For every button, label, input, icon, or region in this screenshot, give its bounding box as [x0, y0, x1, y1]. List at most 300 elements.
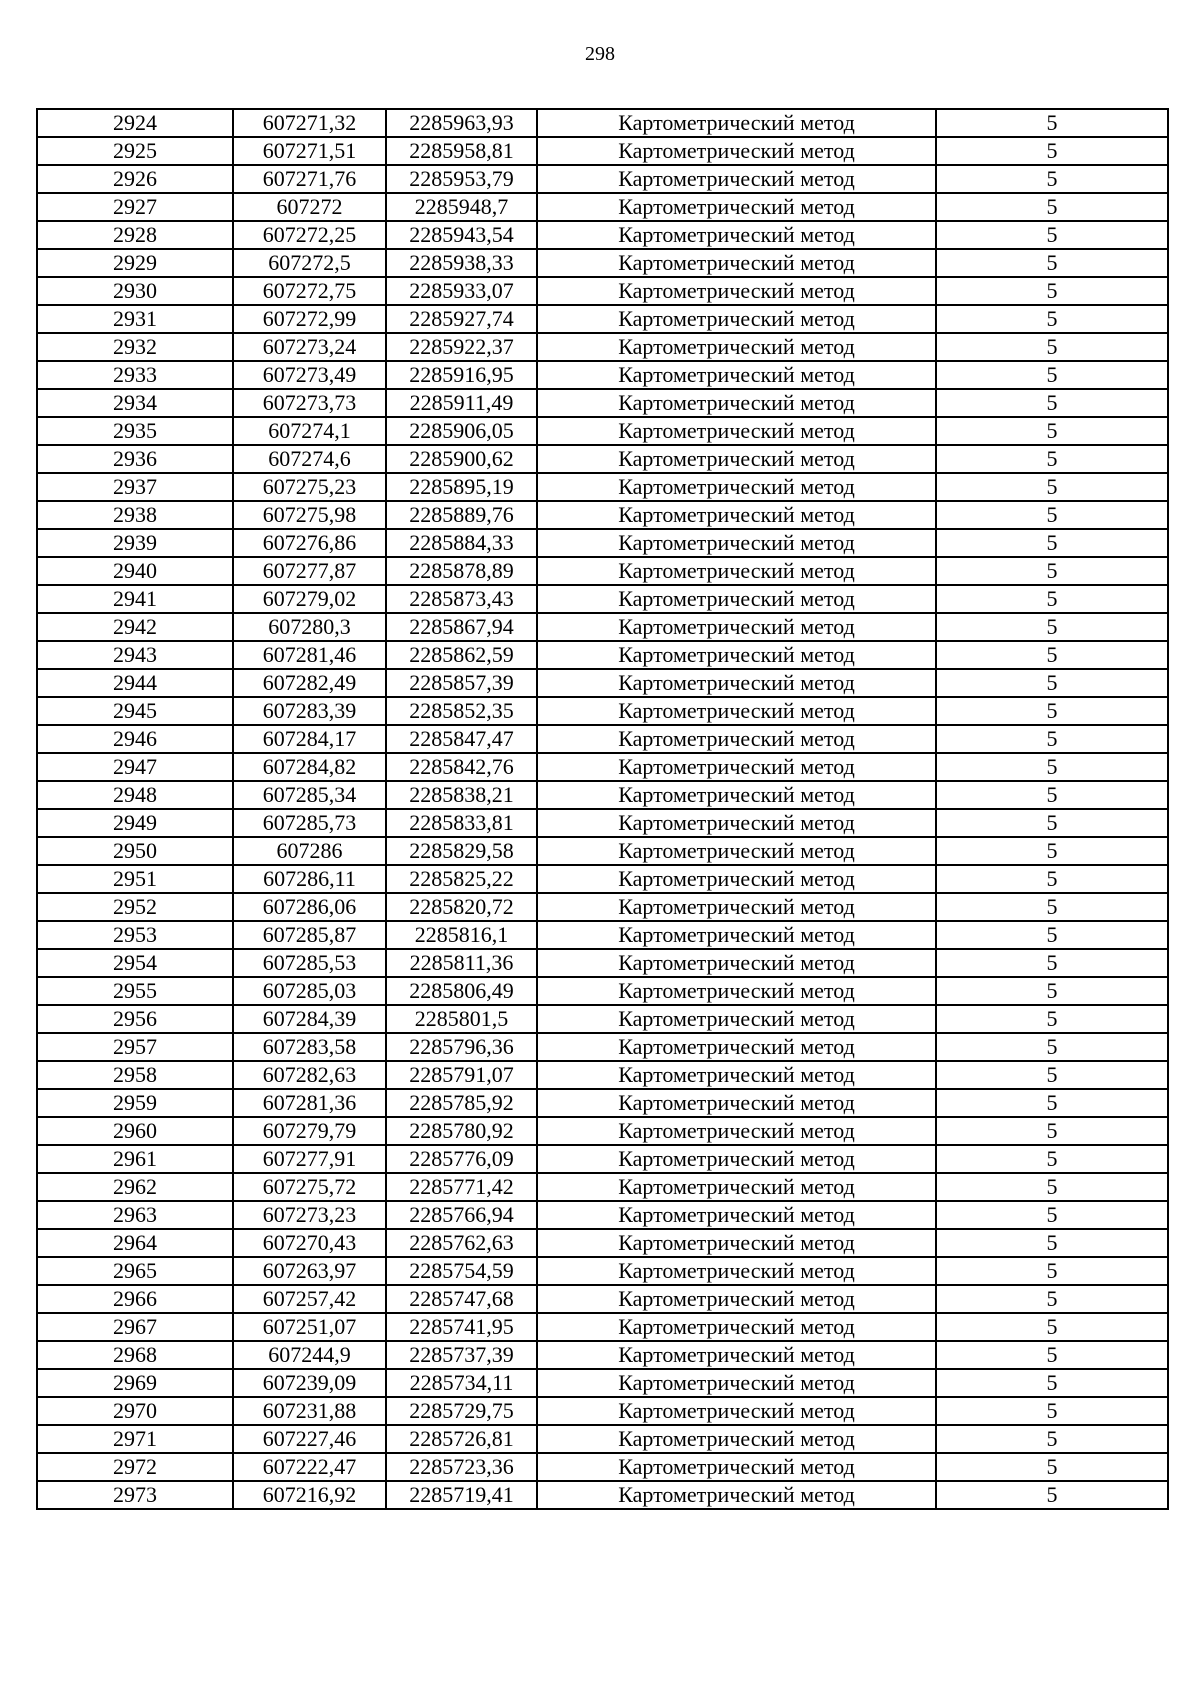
- y-coordinate-cell: 2285906,05: [386, 417, 537, 445]
- x-coordinate-cell: 607284,39: [233, 1005, 386, 1033]
- point-number-cell: 2948: [37, 781, 233, 809]
- y-coordinate-cell: 2285754,59: [386, 1257, 537, 1285]
- method-cell: Картометрический метод: [537, 305, 936, 333]
- x-coordinate-cell: 607281,36: [233, 1089, 386, 1117]
- point-number-cell: 2954: [37, 949, 233, 977]
- y-coordinate-cell: 2285766,94: [386, 1201, 537, 1229]
- point-number-cell: 2973: [37, 1481, 233, 1509]
- x-coordinate-cell: 607285,34: [233, 781, 386, 809]
- point-number-cell: 2937: [37, 473, 233, 501]
- accuracy-cell: 5: [936, 641, 1168, 669]
- accuracy-cell: 5: [936, 361, 1168, 389]
- y-coordinate-cell: 2285948,7: [386, 193, 537, 221]
- y-coordinate-cell: 2285933,07: [386, 277, 537, 305]
- point-number-cell: 2932: [37, 333, 233, 361]
- accuracy-cell: 5: [936, 585, 1168, 613]
- accuracy-cell: 5: [936, 893, 1168, 921]
- x-coordinate-cell: 607244,9: [233, 1341, 386, 1369]
- point-number-cell: 2951: [37, 865, 233, 893]
- y-coordinate-cell: 2285852,35: [386, 697, 537, 725]
- y-coordinate-cell: 2285816,1: [386, 921, 537, 949]
- point-number-cell: 2933: [37, 361, 233, 389]
- x-coordinate-cell: 607277,87: [233, 557, 386, 585]
- y-coordinate-cell: 2285762,63: [386, 1229, 537, 1257]
- y-coordinate-cell: 2285873,43: [386, 585, 537, 613]
- accuracy-cell: 5: [936, 1117, 1168, 1145]
- accuracy-cell: 5: [936, 725, 1168, 753]
- x-coordinate-cell: 607279,79: [233, 1117, 386, 1145]
- point-number-cell: 2949: [37, 809, 233, 837]
- table-row: [37, 305, 1168, 333]
- table-row: [37, 1257, 1168, 1285]
- accuracy-cell: 5: [936, 445, 1168, 473]
- accuracy-cell: 5: [936, 1061, 1168, 1089]
- method-cell: Картометрический метод: [537, 1145, 936, 1173]
- accuracy-cell: 5: [936, 417, 1168, 445]
- y-coordinate-cell: 2285963,93: [386, 109, 537, 137]
- x-coordinate-cell: 607274,1: [233, 417, 386, 445]
- accuracy-cell: 5: [936, 221, 1168, 249]
- point-number-cell: 2970: [37, 1397, 233, 1425]
- point-number-cell: 2928: [37, 221, 233, 249]
- point-number-cell: 2972: [37, 1453, 233, 1481]
- accuracy-cell: 5: [936, 1145, 1168, 1173]
- accuracy-cell: 5: [936, 753, 1168, 781]
- table-row: [37, 1173, 1168, 1201]
- accuracy-cell: 5: [936, 697, 1168, 725]
- x-coordinate-cell: 607251,07: [233, 1313, 386, 1341]
- table-row: [37, 781, 1168, 809]
- accuracy-cell: 5: [936, 137, 1168, 165]
- point-number-cell: 2938: [37, 501, 233, 529]
- method-cell: Картометрический метод: [537, 529, 936, 557]
- table-row: [37, 949, 1168, 977]
- method-cell: Картометрический метод: [537, 1397, 936, 1425]
- table-row: [37, 109, 1168, 137]
- method-cell: Картометрический метод: [537, 697, 936, 725]
- y-coordinate-cell: 2285776,09: [386, 1145, 537, 1173]
- table-row: [37, 1089, 1168, 1117]
- table-row: [37, 1145, 1168, 1173]
- method-cell: Картометрический метод: [537, 221, 936, 249]
- method-cell: Картометрический метод: [537, 1425, 936, 1453]
- y-coordinate-cell: 2285734,11: [386, 1369, 537, 1397]
- x-coordinate-cell: 607271,32: [233, 109, 386, 137]
- y-coordinate-cell: 2285741,95: [386, 1313, 537, 1341]
- accuracy-cell: 5: [936, 389, 1168, 417]
- table-row: [37, 249, 1168, 277]
- table-row: [37, 697, 1168, 725]
- point-number-cell: 2942: [37, 613, 233, 641]
- method-cell: Картометрический метод: [537, 1341, 936, 1369]
- table-row: [37, 669, 1168, 697]
- accuracy-cell: 5: [936, 557, 1168, 585]
- method-cell: Картометрический метод: [537, 1173, 936, 1201]
- method-cell: Картометрический метод: [537, 893, 936, 921]
- table-row: [37, 1229, 1168, 1257]
- point-number-cell: 2953: [37, 921, 233, 949]
- y-coordinate-cell: 2285737,39: [386, 1341, 537, 1369]
- x-coordinate-cell: 607257,42: [233, 1285, 386, 1313]
- table-row: [37, 445, 1168, 473]
- table-row: [37, 921, 1168, 949]
- y-coordinate-cell: 2285867,94: [386, 613, 537, 641]
- table-row: [37, 333, 1168, 361]
- y-coordinate-cell: 2285820,72: [386, 893, 537, 921]
- method-cell: Картометрический метод: [537, 1033, 936, 1061]
- y-coordinate-cell: 2285953,79: [386, 165, 537, 193]
- accuracy-cell: 5: [936, 1173, 1168, 1201]
- accuracy-cell: 5: [936, 781, 1168, 809]
- point-number-cell: 2947: [37, 753, 233, 781]
- table-row: [37, 501, 1168, 529]
- point-number-cell: 2960: [37, 1117, 233, 1145]
- method-cell: Картометрический метод: [537, 1005, 936, 1033]
- method-cell: Картометрический метод: [537, 1201, 936, 1229]
- method-cell: Картометрический метод: [537, 949, 936, 977]
- point-number-cell: 2926: [37, 165, 233, 193]
- accuracy-cell: 5: [936, 529, 1168, 557]
- y-coordinate-cell: 2285829,58: [386, 837, 537, 865]
- method-cell: Картометрический метод: [537, 1061, 936, 1089]
- x-coordinate-cell: 607280,3: [233, 613, 386, 641]
- accuracy-cell: 5: [936, 921, 1168, 949]
- y-coordinate-cell: 2285927,74: [386, 305, 537, 333]
- table-row: [37, 417, 1168, 445]
- accuracy-cell: 5: [936, 501, 1168, 529]
- point-number-cell: 2950: [37, 837, 233, 865]
- table-row: [37, 361, 1168, 389]
- point-number-cell: 2936: [37, 445, 233, 473]
- table-row: [37, 1397, 1168, 1425]
- y-coordinate-cell: 2285862,59: [386, 641, 537, 669]
- x-coordinate-cell: 607275,72: [233, 1173, 386, 1201]
- x-coordinate-cell: 607285,73: [233, 809, 386, 837]
- y-coordinate-cell: 2285801,5: [386, 1005, 537, 1033]
- table-row: [37, 893, 1168, 921]
- accuracy-cell: 5: [936, 1481, 1168, 1509]
- y-coordinate-cell: 2285780,92: [386, 1117, 537, 1145]
- table-row: [37, 977, 1168, 1005]
- x-coordinate-cell: 607273,73: [233, 389, 386, 417]
- x-coordinate-cell: 607285,53: [233, 949, 386, 977]
- x-coordinate-cell: 607281,46: [233, 641, 386, 669]
- table-row: [37, 529, 1168, 557]
- method-cell: Картометрический метод: [537, 1257, 936, 1285]
- x-coordinate-cell: 607270,43: [233, 1229, 386, 1257]
- point-number-cell: 2968: [37, 1341, 233, 1369]
- y-coordinate-cell: 2285771,42: [386, 1173, 537, 1201]
- y-coordinate-cell: 2285878,89: [386, 557, 537, 585]
- method-cell: Картометрический метод: [537, 557, 936, 585]
- method-cell: Картометрический метод: [537, 249, 936, 277]
- accuracy-cell: 5: [936, 1369, 1168, 1397]
- y-coordinate-cell: 2285747,68: [386, 1285, 537, 1313]
- y-coordinate-cell: 2285916,95: [386, 361, 537, 389]
- point-number-cell: 2941: [37, 585, 233, 613]
- point-number-cell: 2940: [37, 557, 233, 585]
- method-cell: Картометрический метод: [537, 1285, 936, 1313]
- x-coordinate-cell: 607272: [233, 193, 386, 221]
- table-row: [37, 1201, 1168, 1229]
- point-number-cell: 2969: [37, 1369, 233, 1397]
- table-row: [37, 725, 1168, 753]
- x-coordinate-cell: 607284,17: [233, 725, 386, 753]
- table-row: [37, 641, 1168, 669]
- x-coordinate-cell: 607227,46: [233, 1425, 386, 1453]
- accuracy-cell: 5: [936, 1285, 1168, 1313]
- table-row: [37, 277, 1168, 305]
- table-row: [37, 1341, 1168, 1369]
- table-row: [37, 1453, 1168, 1481]
- point-number-cell: 2966: [37, 1285, 233, 1313]
- method-cell: Картометрический метод: [537, 753, 936, 781]
- x-coordinate-cell: 607271,76: [233, 165, 386, 193]
- table-row: [37, 613, 1168, 641]
- y-coordinate-cell: 2285889,76: [386, 501, 537, 529]
- x-coordinate-cell: 607282,63: [233, 1061, 386, 1089]
- y-coordinate-cell: 2285726,81: [386, 1425, 537, 1453]
- point-number-cell: 2927: [37, 193, 233, 221]
- method-cell: Картометрический метод: [537, 1481, 936, 1509]
- method-cell: Картометрический метод: [537, 277, 936, 305]
- method-cell: Картометрический метод: [537, 1229, 936, 1257]
- table-row: [37, 137, 1168, 165]
- method-cell: Картометрический метод: [537, 1117, 936, 1145]
- x-coordinate-cell: 607276,86: [233, 529, 386, 557]
- accuracy-cell: 5: [936, 1005, 1168, 1033]
- point-number-cell: 2956: [37, 1005, 233, 1033]
- coordinates-table-body: [37, 109, 1168, 1509]
- method-cell: Картометрический метод: [537, 585, 936, 613]
- table-row: [37, 221, 1168, 249]
- table-row: [37, 837, 1168, 865]
- accuracy-cell: 5: [936, 165, 1168, 193]
- coordinates-table: [36, 108, 1169, 1510]
- x-coordinate-cell: 607272,25: [233, 221, 386, 249]
- table-row: [37, 753, 1168, 781]
- accuracy-cell: 5: [936, 249, 1168, 277]
- point-number-cell: 2961: [37, 1145, 233, 1173]
- accuracy-cell: 5: [936, 1397, 1168, 1425]
- x-coordinate-cell: 607222,47: [233, 1453, 386, 1481]
- accuracy-cell: 5: [936, 473, 1168, 501]
- x-coordinate-cell: 607273,23: [233, 1201, 386, 1229]
- accuracy-cell: 5: [936, 1313, 1168, 1341]
- point-number-cell: 2930: [37, 277, 233, 305]
- y-coordinate-cell: 2285884,33: [386, 529, 537, 557]
- accuracy-cell: 5: [936, 333, 1168, 361]
- accuracy-cell: 5: [936, 1089, 1168, 1117]
- method-cell: Картометрический метод: [537, 333, 936, 361]
- point-number-cell: 2971: [37, 1425, 233, 1453]
- accuracy-cell: 5: [936, 1425, 1168, 1453]
- table-row: [37, 1369, 1168, 1397]
- y-coordinate-cell: 2285900,62: [386, 445, 537, 473]
- accuracy-cell: 5: [936, 949, 1168, 977]
- method-cell: Картометрический метод: [537, 165, 936, 193]
- y-coordinate-cell: 2285719,41: [386, 1481, 537, 1509]
- accuracy-cell: 5: [936, 865, 1168, 893]
- table-row: [37, 1425, 1168, 1453]
- y-coordinate-cell: 2285895,19: [386, 473, 537, 501]
- method-cell: Картометрический метод: [537, 193, 936, 221]
- table-row: [37, 193, 1168, 221]
- accuracy-cell: 5: [936, 1229, 1168, 1257]
- method-cell: Картометрический метод: [537, 1313, 936, 1341]
- table-row: [37, 1005, 1168, 1033]
- y-coordinate-cell: 2285922,37: [386, 333, 537, 361]
- point-number-cell: 2958: [37, 1061, 233, 1089]
- method-cell: Картометрический метод: [537, 921, 936, 949]
- table-row: [37, 165, 1168, 193]
- point-number-cell: 2959: [37, 1089, 233, 1117]
- point-number-cell: 2924: [37, 109, 233, 137]
- y-coordinate-cell: 2285842,76: [386, 753, 537, 781]
- method-cell: Картометрический метод: [537, 137, 936, 165]
- method-cell: Картометрический метод: [537, 417, 936, 445]
- x-coordinate-cell: 607273,24: [233, 333, 386, 361]
- point-number-cell: 2952: [37, 893, 233, 921]
- accuracy-cell: 5: [936, 1453, 1168, 1481]
- y-coordinate-cell: 2285723,36: [386, 1453, 537, 1481]
- y-coordinate-cell: 2285847,47: [386, 725, 537, 753]
- accuracy-cell: 5: [936, 669, 1168, 697]
- accuracy-cell: 5: [936, 1341, 1168, 1369]
- x-coordinate-cell: 607275,98: [233, 501, 386, 529]
- x-coordinate-cell: 607283,39: [233, 697, 386, 725]
- method-cell: Картометрический метод: [537, 977, 936, 1005]
- y-coordinate-cell: 2285796,36: [386, 1033, 537, 1061]
- method-cell: Картометрический метод: [537, 669, 936, 697]
- x-coordinate-cell: 607279,02: [233, 585, 386, 613]
- point-number-cell: 2943: [37, 641, 233, 669]
- point-number-cell: 2946: [37, 725, 233, 753]
- x-coordinate-cell: 607286,11: [233, 865, 386, 893]
- y-coordinate-cell: 2285833,81: [386, 809, 537, 837]
- point-number-cell: 2934: [37, 389, 233, 417]
- y-coordinate-cell: 2285825,22: [386, 865, 537, 893]
- point-number-cell: 2929: [37, 249, 233, 277]
- table-row: [37, 389, 1168, 417]
- method-cell: Картометрический метод: [537, 613, 936, 641]
- point-number-cell: 2939: [37, 529, 233, 557]
- x-coordinate-cell: 607271,51: [233, 137, 386, 165]
- method-cell: Картометрический метод: [537, 1453, 936, 1481]
- table-row: [37, 1285, 1168, 1313]
- point-number-cell: 2967: [37, 1313, 233, 1341]
- point-number-cell: 2935: [37, 417, 233, 445]
- table-row: [37, 473, 1168, 501]
- x-coordinate-cell: 607284,82: [233, 753, 386, 781]
- page-number: 298: [585, 43, 615, 65]
- x-coordinate-cell: 607286: [233, 837, 386, 865]
- point-number-cell: 2944: [37, 669, 233, 697]
- y-coordinate-cell: 2285838,21: [386, 781, 537, 809]
- table-row: [37, 1313, 1168, 1341]
- method-cell: Картометрический метод: [537, 1369, 936, 1397]
- y-coordinate-cell: 2285791,07: [386, 1061, 537, 1089]
- accuracy-cell: 5: [936, 613, 1168, 641]
- x-coordinate-cell: 607282,49: [233, 669, 386, 697]
- accuracy-cell: 5: [936, 109, 1168, 137]
- y-coordinate-cell: 2285943,54: [386, 221, 537, 249]
- method-cell: Картометрический метод: [537, 865, 936, 893]
- x-coordinate-cell: 607231,88: [233, 1397, 386, 1425]
- table-row: [37, 585, 1168, 613]
- method-cell: Картометрический метод: [537, 725, 936, 753]
- accuracy-cell: 5: [936, 977, 1168, 1005]
- x-coordinate-cell: 607285,87: [233, 921, 386, 949]
- y-coordinate-cell: 2285938,33: [386, 249, 537, 277]
- x-coordinate-cell: 607277,91: [233, 1145, 386, 1173]
- x-coordinate-cell: 607274,6: [233, 445, 386, 473]
- point-number-cell: 2963: [37, 1201, 233, 1229]
- x-coordinate-cell: 607275,23: [233, 473, 386, 501]
- table-row: [37, 1033, 1168, 1061]
- accuracy-cell: 5: [936, 837, 1168, 865]
- point-number-cell: 2965: [37, 1257, 233, 1285]
- y-coordinate-cell: 2285806,49: [386, 977, 537, 1005]
- x-coordinate-cell: 607239,09: [233, 1369, 386, 1397]
- method-cell: Картометрический метод: [537, 837, 936, 865]
- method-cell: Картометрический метод: [537, 109, 936, 137]
- method-cell: Картометрический метод: [537, 361, 936, 389]
- table-row: [37, 557, 1168, 585]
- x-coordinate-cell: 607272,5: [233, 249, 386, 277]
- table-row: [37, 809, 1168, 837]
- accuracy-cell: 5: [936, 1033, 1168, 1061]
- point-number-cell: 2925: [37, 137, 233, 165]
- x-coordinate-cell: 607272,99: [233, 305, 386, 333]
- point-number-cell: 2931: [37, 305, 233, 333]
- y-coordinate-cell: 2285958,81: [386, 137, 537, 165]
- table-row: [37, 865, 1168, 893]
- point-number-cell: 2964: [37, 1229, 233, 1257]
- point-number-cell: 2957: [37, 1033, 233, 1061]
- method-cell: Картометрический метод: [537, 1089, 936, 1117]
- y-coordinate-cell: 2285857,39: [386, 669, 537, 697]
- x-coordinate-cell: 607283,58: [233, 1033, 386, 1061]
- y-coordinate-cell: 2285785,92: [386, 1089, 537, 1117]
- table-row: [37, 1481, 1168, 1509]
- method-cell: Картометрический метод: [537, 473, 936, 501]
- table-row: [37, 1061, 1168, 1089]
- y-coordinate-cell: 2285729,75: [386, 1397, 537, 1425]
- point-number-cell: 2962: [37, 1173, 233, 1201]
- accuracy-cell: 5: [936, 305, 1168, 333]
- point-number-cell: 2955: [37, 977, 233, 1005]
- x-coordinate-cell: 607263,97: [233, 1257, 386, 1285]
- method-cell: Картометрический метод: [537, 781, 936, 809]
- y-coordinate-cell: 2285911,49: [386, 389, 537, 417]
- x-coordinate-cell: 607285,03: [233, 977, 386, 1005]
- point-number-cell: 2945: [37, 697, 233, 725]
- accuracy-cell: 5: [936, 1257, 1168, 1285]
- table-row: [37, 1117, 1168, 1145]
- x-coordinate-cell: 607286,06: [233, 893, 386, 921]
- accuracy-cell: 5: [936, 1201, 1168, 1229]
- method-cell: Картометрический метод: [537, 809, 936, 837]
- y-coordinate-cell: 2285811,36: [386, 949, 537, 977]
- x-coordinate-cell: 607273,49: [233, 361, 386, 389]
- accuracy-cell: 5: [936, 809, 1168, 837]
- method-cell: Картометрический метод: [537, 501, 936, 529]
- method-cell: Картометрический метод: [537, 641, 936, 669]
- x-coordinate-cell: 607216,92: [233, 1481, 386, 1509]
- method-cell: Картометрический метод: [537, 389, 936, 417]
- method-cell: Картометрический метод: [537, 445, 936, 473]
